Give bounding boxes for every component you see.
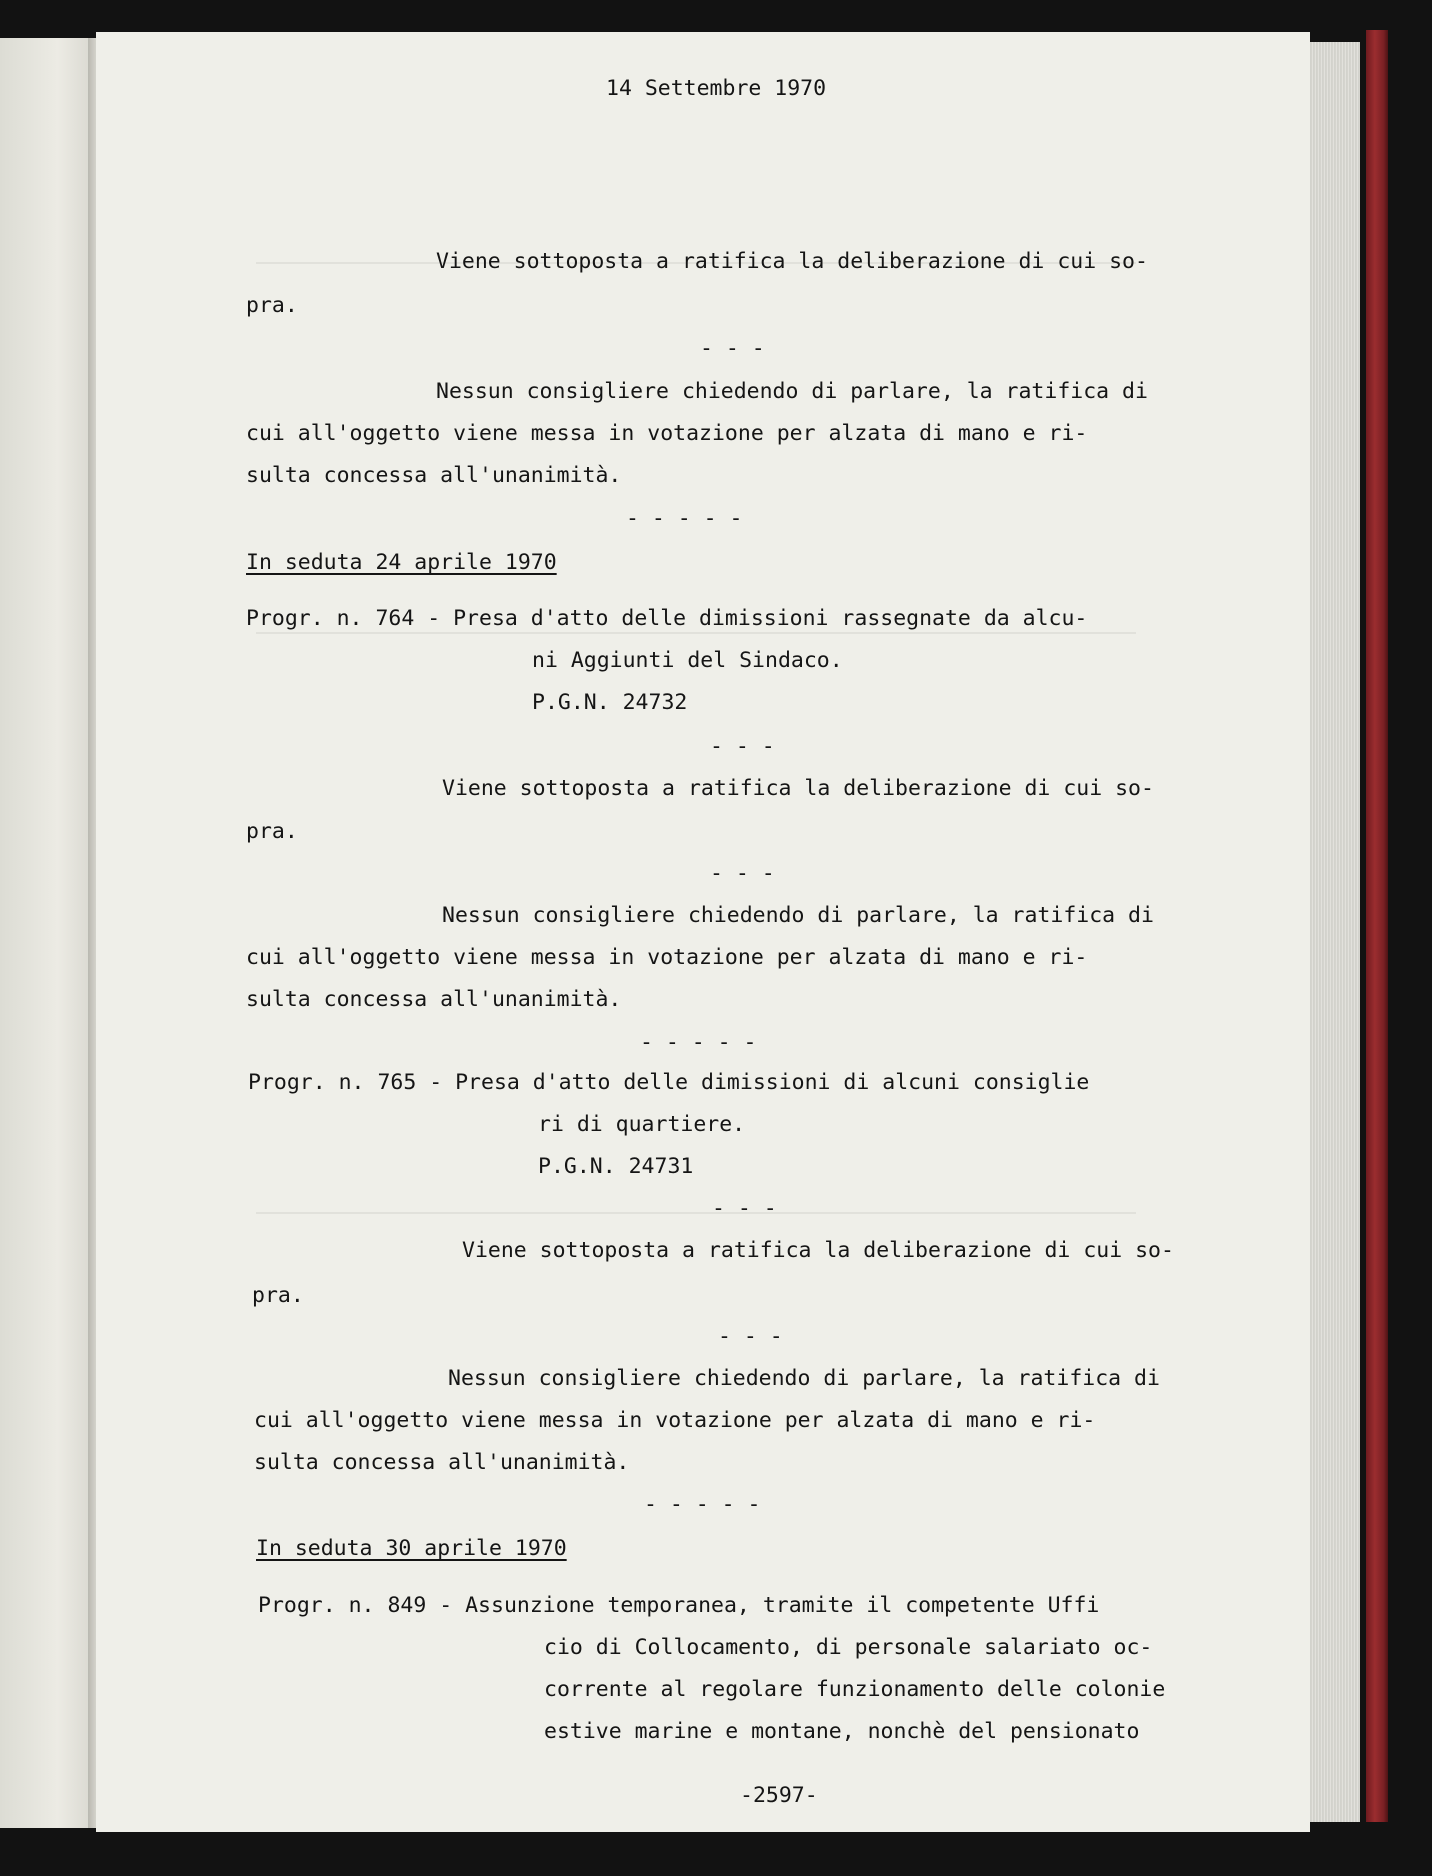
show-through-mark (256, 632, 1136, 648)
text-line: estive marine e montane, nonchè del pensionato (544, 1719, 1140, 1744)
text-line: ri di quartiere. (538, 1112, 746, 1137)
separator: - - - (700, 336, 765, 361)
section-heading: In seduta 30 aprile 1970 (256, 1536, 567, 1561)
text-line: sulta concessa all'unanimità. (254, 1450, 630, 1475)
text-line: Progr. n. 849 - Assunzione temporanea, tramite il competente Uffi (258, 1593, 1100, 1618)
text-line: Nessun consigliere chiedendo di parlare, la ratifica di (442, 903, 1154, 928)
text-line: ni Aggiunti del Sindaco. (532, 648, 843, 673)
text-line: cio di Collocamento, di personale salariato oc- (544, 1635, 1153, 1660)
text-line: Progr. n. 765 - Presa d'atto delle dimissioni di alcuni consiglie (248, 1070, 1090, 1095)
text-line: cui all'oggetto viene messa in votazione per alzata di mano e ri- (246, 421, 1088, 446)
page-number: -2597- (740, 1783, 818, 1808)
page-stack-edge (1308, 42, 1360, 1822)
text-line: sulta concessa all'unanimità. (246, 463, 622, 488)
reference-number: P.G.N. 24731 (538, 1154, 694, 1179)
text-line: pra. (252, 1283, 304, 1308)
red-book-cover (1366, 30, 1388, 1822)
separator: - - - (718, 1324, 783, 1349)
reference-number: P.G.N. 24732 (532, 690, 688, 715)
text-line: Viene sottoposta a ratifica la deliberazione di cui so- (462, 1238, 1174, 1263)
section-heading: In seduta 24 aprile 1970 (246, 550, 557, 575)
separator: - - - - - (626, 506, 743, 531)
separator: - - - (710, 734, 775, 759)
text-line: cui all'oggetto viene messa in votazione per alzata di mano e ri- (254, 1408, 1096, 1433)
separator: - - - - - (644, 1492, 761, 1517)
text-line: Progr. n. 764 - Presa d'atto delle dimissioni rassegnate da alcu- (246, 606, 1088, 631)
text-line: Nessun consigliere chiedendo di parlare, la ratifica di (448, 1366, 1160, 1391)
separator: - - - (710, 861, 775, 886)
previous-page-edge (0, 38, 96, 1828)
text-line: cui all'oggetto viene messa in votazione per alzata di mano e ri- (246, 945, 1088, 970)
header-date: 14 Settembre 1970 (606, 76, 827, 101)
text-line: Viene sottoposta a ratifica la deliberazione di cui so- (442, 776, 1154, 801)
separator: - - - - - (640, 1030, 757, 1055)
separator: - - - (712, 1196, 777, 1221)
text-line: Nessun consigliere chiedendo di parlare, la ratifica di (436, 379, 1148, 404)
text-line: pra. (246, 293, 298, 318)
text-line: sulta concessa all'unanimità. (246, 987, 622, 1012)
text-line: corrente al regolare funzionamento delle colonie (544, 1677, 1166, 1702)
text-line: Viene sottoposta a ratifica la deliberazione di cui so- (436, 249, 1148, 274)
show-through-mark (256, 1212, 1136, 1228)
document-page (96, 32, 1310, 1832)
text-line: pra. (246, 819, 298, 844)
